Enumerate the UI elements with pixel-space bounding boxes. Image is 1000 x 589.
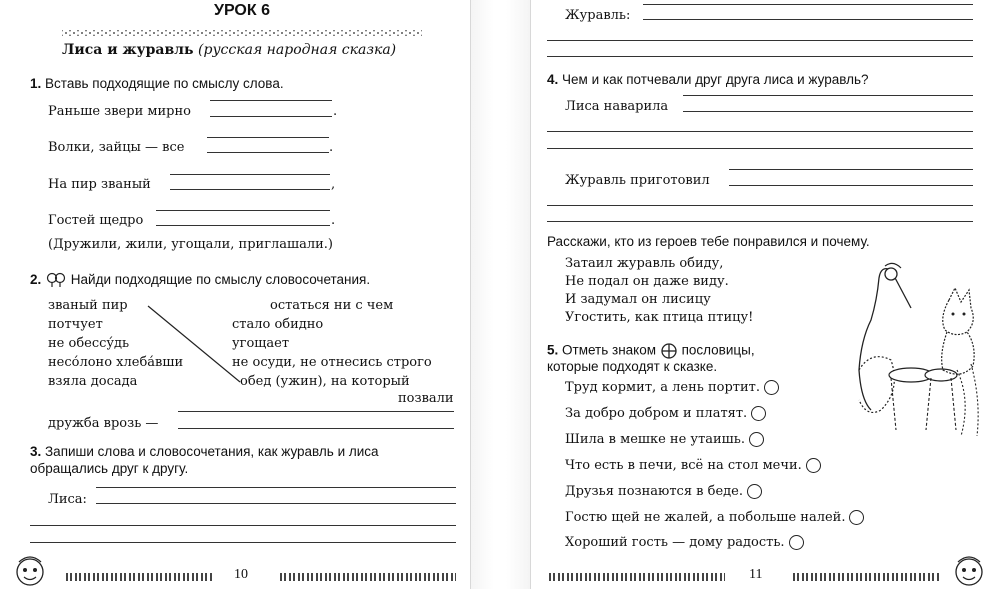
title-ornament bbox=[62, 30, 422, 36]
answer-line[interactable] bbox=[643, 19, 973, 20]
mascot-icon bbox=[12, 552, 48, 588]
footer-ornament bbox=[793, 573, 939, 581]
answer-line[interactable] bbox=[547, 40, 973, 41]
answer-line bbox=[207, 137, 329, 138]
fox-cooked-label: Лиса наварила bbox=[565, 99, 669, 114]
answer-line[interactable] bbox=[30, 542, 456, 543]
task1-line-3: На пир званый bbox=[48, 177, 151, 192]
paired-circles-icon bbox=[45, 272, 67, 288]
answer-line bbox=[170, 174, 330, 175]
proverb-checkbox[interactable] bbox=[751, 406, 766, 421]
answer-line[interactable] bbox=[156, 225, 330, 226]
task3-number: 3. bbox=[30, 444, 42, 459]
poem-line-3: И задумал он лисицу bbox=[565, 292, 711, 307]
phrase-right-5: обед (ужин), на который bbox=[240, 374, 410, 389]
crane-label: Журавль: bbox=[565, 8, 631, 23]
poem-line-2: Не подал он даже виду. bbox=[565, 274, 729, 289]
proverb-6 bbox=[565, 510, 864, 525]
answer-line[interactable] bbox=[547, 56, 973, 57]
poem-line-1: Затаил журавль обиду, bbox=[565, 256, 724, 271]
task1-line-4: Гостей щедро bbox=[48, 213, 144, 228]
task5-number: 5. bbox=[547, 342, 559, 358]
task1-line-2: Волки, зайцы — все bbox=[48, 140, 185, 155]
proverb-7 bbox=[565, 535, 804, 550]
proverb-text: Гостю щей не жалей, а побольше налей. bbox=[565, 510, 846, 525]
answer-line[interactable] bbox=[547, 148, 973, 149]
answer-line[interactable] bbox=[96, 503, 456, 504]
comma: , bbox=[331, 177, 336, 192]
task1-words: (Дружили, жили, угощали, приглашали.) bbox=[48, 237, 333, 252]
proverb-2 bbox=[565, 406, 766, 421]
answer-line[interactable] bbox=[729, 185, 973, 186]
proverb-checkbox[interactable] bbox=[764, 380, 779, 395]
crane-cooked-label: Журавль приготовил bbox=[565, 173, 710, 188]
task4-heading bbox=[547, 72, 869, 87]
task1-line-1: Раньше звери мирно bbox=[48, 104, 191, 119]
task1-number: 1. bbox=[30, 76, 42, 91]
answer-line[interactable] bbox=[210, 116, 332, 117]
task3-text: Запиши слова и словосочетания, как журавль и лиса bbox=[45, 444, 379, 459]
period: . bbox=[333, 104, 338, 119]
proverb-5 bbox=[565, 484, 762, 499]
footer-ornament bbox=[549, 573, 725, 581]
answer-line bbox=[683, 95, 973, 96]
matching-line bbox=[140, 300, 250, 390]
task2-heading bbox=[30, 272, 370, 288]
circle-plus-icon bbox=[660, 342, 678, 360]
proverb-checkbox[interactable] bbox=[747, 484, 762, 499]
proverb-text: Хороший гость — дому радость. bbox=[565, 535, 785, 550]
answer-line[interactable] bbox=[547, 221, 973, 222]
proverb-3 bbox=[565, 432, 764, 447]
proverb-checkbox[interactable] bbox=[806, 458, 821, 473]
task2-text: Найди подходящие по смыслу словосочетания. bbox=[70, 272, 371, 287]
book-gutter bbox=[470, 0, 530, 589]
task5-text-a: Отметь знаком bbox=[562, 342, 657, 358]
phrase-right-1: остаться ни с чем bbox=[270, 298, 394, 313]
phrase-extra: дружба врозь — bbox=[48, 416, 159, 431]
proverb-text: Шила в мешке не утаишь. bbox=[565, 432, 745, 447]
page-number: 10 bbox=[234, 567, 248, 582]
task5-text-b: пословицы, bbox=[681, 342, 755, 358]
answer-line bbox=[729, 169, 973, 170]
answer-line[interactable] bbox=[547, 205, 973, 206]
story-heading bbox=[62, 42, 396, 58]
story-title: Лиса и журавль bbox=[62, 42, 194, 58]
answer-line[interactable] bbox=[178, 428, 454, 429]
task4-number: 4. bbox=[547, 72, 559, 87]
proverb-text: За добро добром и платят. bbox=[565, 406, 748, 421]
tell-text: Расскажи, кто из героев тебе понравился и почему. bbox=[547, 234, 870, 249]
task5-heading-1 bbox=[547, 342, 755, 360]
phrase-left-2: потчует bbox=[48, 317, 103, 332]
proverb-text: Труд кормит, а лень портит. bbox=[565, 380, 760, 395]
fox-and-crane-illustration bbox=[831, 260, 981, 440]
task3-heading-2: обращались друг к другу. bbox=[30, 461, 189, 476]
proverb-text: Что есть в печи, всё на стол мечи. bbox=[565, 458, 802, 473]
phrase-left-4: несо́лоно хлеба́вши bbox=[48, 355, 184, 370]
proverb-1 bbox=[565, 380, 779, 395]
answer-line bbox=[210, 100, 332, 101]
period: . bbox=[331, 213, 336, 228]
answer-line bbox=[156, 210, 330, 211]
task2-number: 2. bbox=[30, 272, 42, 287]
phrase-right-5b: позвали bbox=[398, 391, 454, 406]
right-page bbox=[530, 0, 1000, 589]
fox-label: Лиса: bbox=[48, 492, 87, 507]
phrase-left-1: званый пир bbox=[48, 298, 128, 313]
mascot-icon bbox=[951, 552, 987, 588]
page-number: 11 bbox=[749, 567, 763, 582]
proverb-text: Друзья познаются в беде. bbox=[565, 484, 743, 499]
footer-ornament bbox=[280, 573, 456, 581]
story-subtitle: (русская народная сказка) bbox=[198, 42, 397, 58]
phrase-right-4: не осуди, не отнесись строго bbox=[232, 355, 432, 370]
task4-text: Чем и как потчевали друг друга лиса и журавль? bbox=[562, 72, 869, 87]
answer-line bbox=[643, 4, 973, 5]
phrase-right-3: угощает bbox=[232, 336, 290, 351]
period: . bbox=[329, 140, 334, 155]
answer-line bbox=[178, 411, 454, 412]
left-page bbox=[0, 0, 471, 589]
footer-ornament bbox=[66, 573, 212, 581]
phrase-left-3: не обессу́дь bbox=[48, 336, 130, 351]
phrase-right-2: стало обидно bbox=[232, 317, 324, 332]
lesson-title: УРОК 6 bbox=[214, 2, 270, 19]
answer-line[interactable] bbox=[547, 131, 973, 132]
poem-line-4: Угостить, как птица птицу! bbox=[565, 310, 754, 325]
task5-heading-2: которые подходят к сказке. bbox=[547, 359, 718, 374]
answer-line[interactable] bbox=[207, 152, 329, 153]
answer-line[interactable] bbox=[170, 189, 330, 190]
proverb-checkbox[interactable] bbox=[789, 535, 804, 550]
answer-line bbox=[96, 487, 456, 488]
task1-text: Вставь подходящие по смыслу слова. bbox=[45, 76, 284, 91]
task1-heading bbox=[30, 76, 284, 91]
task3-heading-1 bbox=[30, 444, 379, 459]
proverb-4 bbox=[565, 458, 821, 473]
answer-line[interactable] bbox=[683, 111, 973, 112]
proverb-checkbox[interactable] bbox=[849, 510, 864, 525]
phrase-left-5: взяла досада bbox=[48, 374, 138, 389]
answer-line[interactable] bbox=[30, 525, 456, 526]
proverb-checkbox[interactable] bbox=[749, 432, 764, 447]
